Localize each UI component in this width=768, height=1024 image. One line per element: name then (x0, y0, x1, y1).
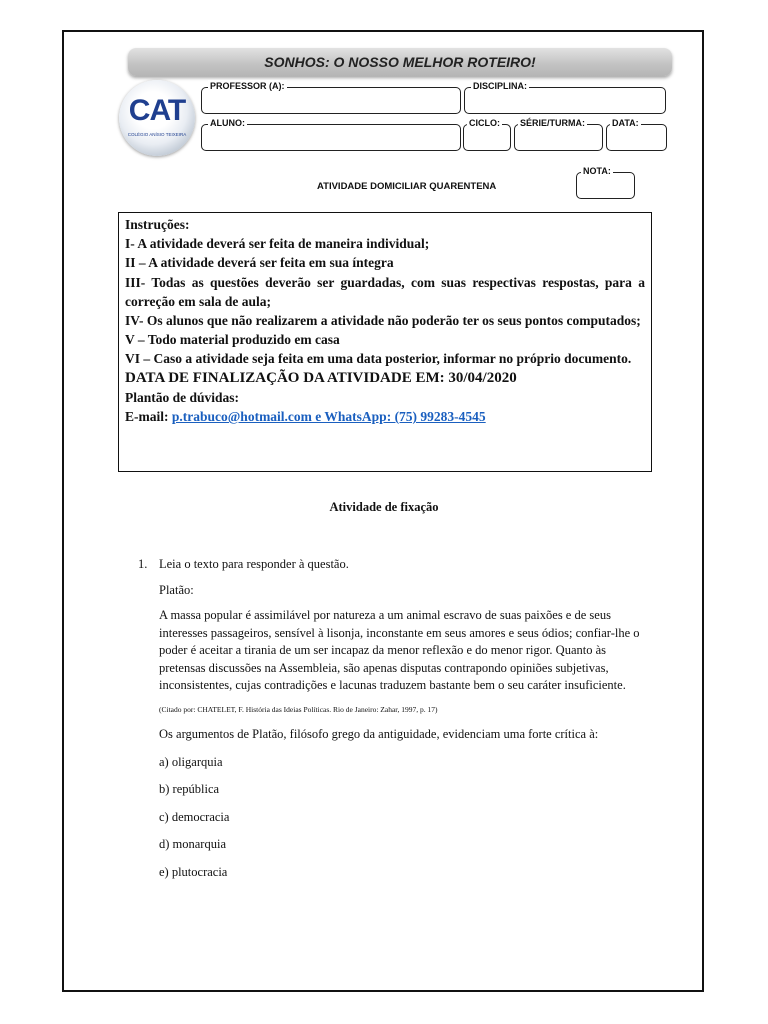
passage-author: Platão: (159, 582, 194, 597)
citation: (Citado por: CHATELET, F. História das Ideias Políticas. Rio de Janeiro: Zahar, 1997, p. 17) (159, 704, 438, 714)
instructions-box (118, 212, 652, 472)
aluno-label: ALUNO: (210, 118, 245, 128)
disciplina-field[interactable] (464, 81, 666, 114)
question-number: 1. (138, 557, 148, 571)
nota-label: NOTA: (583, 166, 611, 176)
deadline: DATA DE FINALIZAÇÃO DA ATIVIDADE EM: 30/04/2020 (125, 369, 517, 386)
option-d[interactable]: d) monarquia (159, 837, 226, 851)
professor-field[interactable] (201, 81, 461, 114)
activity-title: ATIVIDADE DOMICILIAR QUARENTENA (317, 181, 497, 192)
contact-link[interactable]: p.trabuco@hotmail.com e WhatsApp: (75) 99283-4545 (171, 409, 486, 425)
question-prompt: Leia o texto para responder à questão. (159, 557, 349, 571)
instruction-item: III- Todas as questões deverão ser guardadas, com suas respectivas respostas, para a correção em sala de aula; (125, 274, 645, 309)
logo-subtitle: COLÉGIO ANÍSIO TEIXEIRA (127, 132, 187, 137)
instruction-item: I- A atividade deverá ser feita de maneira individual; (125, 236, 430, 252)
aluno-field[interactable] (201, 118, 461, 151)
duty-title: Plantão de dúvidas: (125, 389, 240, 405)
instruction-item: VI – Caso a atividade seja feita em uma data posterior, informar no próprio documento. (125, 351, 632, 367)
instructions-title: Instruções: (125, 217, 190, 232)
email-label: E-mail: (125, 409, 169, 425)
instruction-item: V – Todo material produzido em casa (125, 332, 340, 348)
data-field[interactable] (606, 118, 667, 151)
question-stem: Os argumentos de Platão, filósofo grego da antiguidade, evidenciam uma forte crítica à: (159, 727, 599, 741)
logo-mark: CAT (128, 94, 186, 127)
motto-banner: SONHOS: O NOSSO MELHOR ROTEIRO! (128, 48, 672, 76)
option-b[interactable]: b) república (159, 782, 220, 796)
instruction-item: IV- Os alunos que não realizarem a atividade não poderão ter os seus pontos computados; (125, 313, 641, 329)
passage-text: A massa popular é assimilável por natureza a um animal escravo de suas paixões e de seus interesses passageiros, sensível à lisonja, inconstante em seus amores e seus ódios; confiar-lhe o poder é aceitar a tirania de um ser incapaz da menor reflexão e do menor rigor. Quanto às pretensas discussões na Assembleia, são apenas disputas contrapondo opiniões subjetivas, inconsistentes, cujas contradições e lacunas traduzem bastante bem o seu caráter insuficiente. (159, 608, 640, 692)
instruction-item: II – A atividade deverá ser feita em sua íntegra (125, 255, 394, 271)
professor-label: PROFESSOR (A): (210, 81, 285, 91)
disciplina-label: DISCIPLINA: (473, 81, 527, 91)
school-logo (119, 80, 195, 156)
question-1 (138, 556, 650, 881)
section-title: Atividade de fixação (329, 500, 439, 514)
contact-line (125, 407, 645, 426)
option-c[interactable]: c) democracia (159, 809, 230, 824)
serie-turma-field[interactable] (514, 118, 603, 151)
serie-turma-label: SÉRIE/TURMA: (520, 118, 585, 128)
option-e[interactable]: e) plutocracia (159, 864, 228, 879)
option-a[interactable]: a) oligarquia (159, 754, 223, 769)
ciclo-label: CICLO: (469, 118, 500, 128)
data-label: DATA: (612, 118, 639, 128)
ciclo-field[interactable] (463, 118, 511, 151)
nota-field[interactable] (576, 166, 635, 199)
